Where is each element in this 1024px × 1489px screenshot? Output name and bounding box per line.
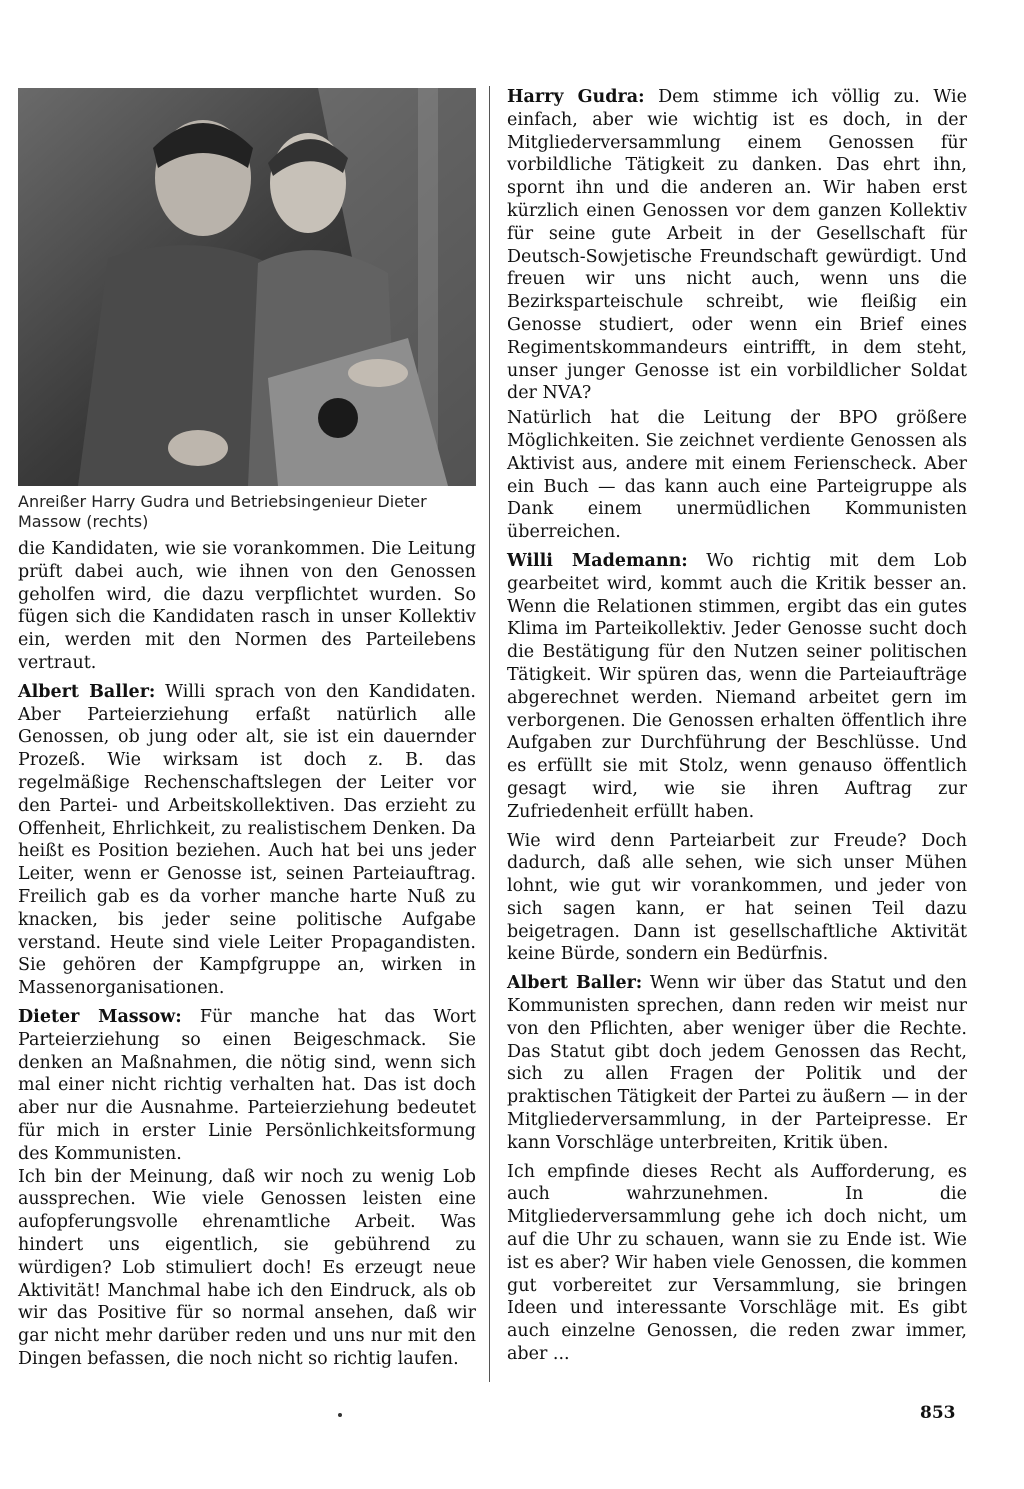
speaker-name: Willi Mademann: bbox=[507, 550, 688, 571]
paragraph bbox=[18, 681, 476, 1000]
page-number: 853 bbox=[920, 1403, 956, 1423]
paragraph: Ich empfinde dieses Recht als Aufforderung, es auch wahrzunehmen. In die Mitgliederversammlung gehe ich doch nicht, um auf die Uhr zu schauen, wann sie zu Ende ist. Wie ist es aber? Wir haben viele Genossen, die kommen gut vorbereitet zur Versammlung, sie bringen Ideen und interessante Vorschläge mit. Es gibt auch einzelne Genossen, die reden zwar immer, aber ... bbox=[507, 1161, 967, 1365]
paragraph-text: Für manche hat das Wort Parteierziehung so einen Beigeschmack. Sie denken an Maßnahmen, die nötig sind, wenn sich mal einer nicht richtig verhalten hat. Das ist doch aber nur die Ausnahme. Parteierziehung bedeutet für mich in erster Linie Persönlichkeitsformung des Kommunisten. bbox=[18, 1006, 476, 1164]
paragraph-text: Wenn wir über das Statut und den Kommunisten sprechen, dann reden wir meist nur von den Pflichten, aber weniger über die Rechte. Das Statut gibt doch jedem Genossen das Recht, sich zu allen Fragen der Politik und der praktischen Tätigkeit der Partei zu äußern — in der Mitgliederversammlung, in der Parteipresse. Er kann Vorschläge unterbreiten, Kritik üben. bbox=[507, 973, 967, 1153]
left-column bbox=[18, 88, 476, 1377]
paragraph: Wie wird denn Parteiarbeit zur Freude? Doch dadurch, daß alle sehen, wie sich unser Mühen lohnt, wie gut wir vorankommen, und jeder von sich sagen kann, er hat seinen Teil dazu beigetragen. Dann ist gesellschaftliche Aktivität keine Bürde, sondern ein Bedürfnis. bbox=[507, 830, 967, 965]
column-divider bbox=[489, 86, 490, 1382]
paragraph-text: Wo richtig mit dem Lob gearbeitet wird, kommt auch die Kritik besser an. Wenn die Relationen stimmen, ergibt das ein gutes Klima im Parteikollektiv. Jeder Genosse sucht doch die Bestätigung für den Nutzen seiner politischen Tätigkeit. Wir spüren das, wenn die Parteiaufträge abgerechnet werden. Niemand arbeitet gern im verborgenen. Die Genossen erhalten öffentlich ihre Aufgaben zur Durchführung der Beschlüsse. Und es erfüllt sie mit Stolz, wenn genauso öffentlich gesagt wird, wie sie ihren Auftrag zur Zufriedenheit erfüllt haben. bbox=[507, 550, 967, 822]
photo-caption: Anreißer Harry Gudra und Betriebsingenieur Dieter Massow (rechts) bbox=[18, 492, 427, 531]
photo bbox=[18, 88, 476, 486]
print-speck bbox=[338, 1413, 342, 1417]
speaker-name: Albert Baller: bbox=[18, 681, 156, 702]
paragraph bbox=[507, 550, 967, 824]
paragraph: die Kandidaten, wie sie vorankommen. Die Leitung prüft dabei auch, wie ihnen von den Genossen geholfen wird, die dazu verpflichtet wurden. So fügen sich die Kandidaten rasch in unser Kollektiv ein, werden mit den Normen des Parteilebens vertraut. bbox=[18, 539, 476, 673]
speaker-name: Harry Gudra: bbox=[507, 87, 645, 107]
paragraph: Natürlich hat die Leitung der BPO größere Möglichkeiten. Sie zeichnet verdiente Genossen als Aktivist aus, andere mit einem Ferienscheck. Aber ein Buch — das kann auch eine Parteigruppe als Dank einem unermüdlichen Kommunisten überreichen. bbox=[507, 408, 967, 543]
paragraph bbox=[507, 972, 967, 1154]
right-column bbox=[507, 86, 967, 1372]
speaker-name: Albert Baller: bbox=[507, 973, 643, 994]
speaker-name: Dieter Massow: bbox=[18, 1006, 182, 1027]
paragraph-text: Dem stimme ich völlig zu. Wie einfach, aber wie wichtig ist es doch, in der Mitgliederversammlung einem Genossen für vorbildliche Tätigkeit zu danken. Das ehrt ihn, spornt ihn und die anderen an. Wir haben erst kürzlich einen Genossen vor dem ganzen Kollektiv für seine gute Arbeit in der Gesellschaft für Deutsch-Sowjetische Freundschaft gewürdigt. Und freuen wir uns nicht auch, wenn uns die Bezirksparteischule schreibt, wie fleißig ein Genosse studiert, oder wenn ein Brief eines Regimentskommandeurs eintrifft, in dem steht, unser junger Genosse ist ein vorbildlicher Soldat der NVA? bbox=[507, 87, 967, 404]
paragraph-text: Willi sprach von den Kandidaten. Aber Parteierziehung erfaßt natürlich alle Genossen, ob jung oder alt, sie ist ein dauernder Prozeß. Wie wirksam ist doch z. B. das regelmäßige Rechenschaftslegen der Leiter vor den Partei- und Arbeitskollektiven. Das erzieht zu Offenheit, Ehrlichkeit, zu realistischem Denken. Da heißt es Position beziehen. Auch hat bei uns jeder Leiter, wenn er Genosse ist, seinen Parteiauftrag. Freilich gab es da vorher manche harte Nuß zu knacken, bis jeder seine politische Aufgabe verstand. Heute sind viele Leiter Propagandisten. Sie gehören der Kampfgruppe an, wirken in Massenorganisationen. bbox=[18, 681, 476, 999]
paragraph: Ich bin der Meinung, daß wir noch zu wenig Lob aussprechen. Wie viele Genossen leisten eine aufopferungsvolle ehrenamtliche Arbeit. Was hindert uns eigentlich, sie gebührend zu würdigen? Lob stimuliert doch! Es erzeugt neue Aktivität! Manchmal habe ich den Eindruck, als ob wir das Positive für so normal ansehen, daß wir gar nicht mehr darüber reden und uns nur mit den Dingen befassen, die noch nicht so richtig laufen. bbox=[18, 1166, 476, 1369]
paragraph bbox=[507, 86, 967, 405]
paragraph bbox=[18, 1006, 476, 1166]
photo-two-workers-icon bbox=[18, 88, 476, 486]
